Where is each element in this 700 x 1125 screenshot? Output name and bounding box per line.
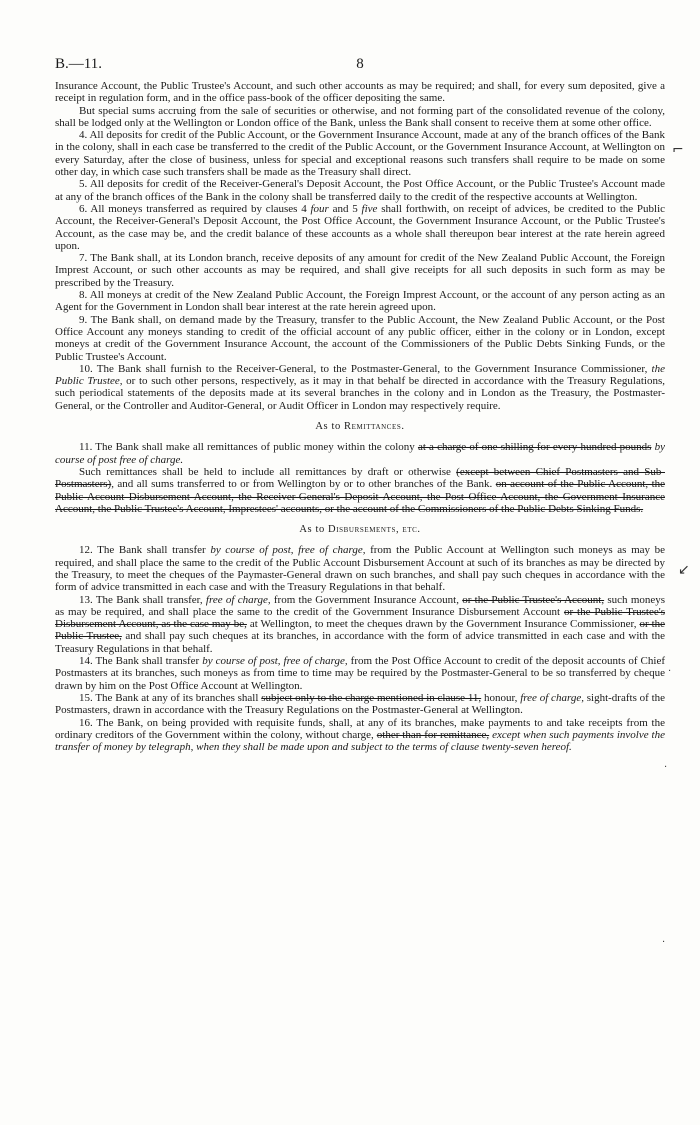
paragraph-continued: Insurance Account, the Public Trustee's Account, and such other accounts as may be required; and shall, for every sum deposited, give a receipt in regulation form, and in the office pass-book of the officer depositing the same. [55,80,665,105]
clause-13-text: from the Government Insurance Account, [273,593,459,606]
heading-word: Remittances. [344,421,405,433]
clause-12-text: from the Public Account at Wellington such moneys as may be required, and shall place the same to the credit of the Public Account Disbursement Account at such of its branches as may be directed by the Treasury, to meet the cheques of the Paymaster-General drawn on such branches, and shall pay such cheques in accordance with the form of advice transmitted in each case and with the Treasury Regulations in that behalf. [55,544,666,594]
struck-text: at a charge of one shilling for every hundred pounds [417,441,652,454]
page-header [55,56,665,74]
margin-mark: ⌐ [672,142,684,158]
clause-15-text: 15. The Bank at any of its branches shall [79,691,259,704]
clause-14-italic: by course of post, free of charge, [202,655,348,668]
clause-11-italic: by course of post free of charge. [55,441,666,466]
clause-6-text: and 5 [332,202,358,215]
clause-13-italic: free of charge, [205,593,271,606]
clause-16 [55,717,665,754]
margin-mark: · [668,666,672,677]
struck-text: subject only to the charge mentioned in clause 11, [261,691,482,704]
struck-text: or the Public Trustee's Disbursement Account, as the case may be, [55,605,665,631]
clause-14-text: from the Post Office Account to credit of the deposit accounts of Chief Postmasters at its branches, such moneys as from time to time may be required by the Postmaster-General to be so transferred by cheque drawn by him on the Post Office Account at Wellington. [55,655,665,692]
heading-prefix: As to [299,524,325,536]
clause-16-italic: except when such payments involve the transfer of money by telegraph, when they shall be made upon and subject to the terms of clause twenty-seven hereof. [55,728,665,754]
remittances-text: Such remittances shall be held to include all remittances by draft or otherwise [79,465,451,478]
clause-15-text: honour, [483,691,518,704]
struck-text: (except between Chief Postmasters and Sub-Postmasters) [55,465,665,491]
paragraph-special-sums: But special sums accruing from the sale of securities or otherwise, and not forming part of the consolidated revenue of the colony, shall be lodged only at the Wellington or London office of the Bank, unless the Bank shall consent to receive them at some other office. [55,104,665,129]
clause-13-text: such moneys as may be required, and shall place the same to the credit of the Government Insurance Disbursement Account [55,593,666,618]
clause-12-italic: by course of post, free of charge, [210,544,366,557]
clause-13-text: and shall pay such cheques at its branches, in accordance with the form of advice transmitted in each case and with the Treasury Regulations in that behalf. [55,630,666,655]
clause-6-text: shall forthwith, on receipt of advices, be credited to the Public Account, the Receiver-General's Deposit Account, the Post Office Account, the Government Insurance Account, or the Public Trustee's Account, as the case may be, and the credit balance of these accounts as a whole shall thereupon bear interest at the rate herein agreed upon. [55,202,666,252]
clause-6 [55,203,665,252]
struck-text: or the Public Trustee, [55,618,666,643]
clause-12-text: 12. The Bank shall transfer [79,544,206,557]
margin-mark: · [664,762,668,773]
heading-prefix: As to [315,421,341,433]
struck-text: other than for remittance, [376,728,490,741]
clause-4: 4. All deposits for credit of the Public Account, or the Government Insurance Account, made at any of the branch offices of the Bank in the colony, shall in each case be transferred to the credit of the Public Account, or the Government Insurance Account, at Wellington on every Saturday, after the close of business, unless for special and exceptional reasons such transfers shall require to be made on some other day, in which case such transfers shall be made as the Treasury shall direct. [55,129,665,179]
clause-13-text: 13. The Bank shall transfer, [79,593,203,606]
clause-15-text: sight-drafts of the Postmasters, drawn in accordance with the Treasury Regulations on the Postmaster-General at Wellington. [55,691,666,717]
clause-15 [55,692,665,717]
clause-6-text: 6. All moneys transferred as required by clauses 4 [79,202,307,215]
clause-11 [55,441,665,466]
clause-10-text: or to such other persons, respectively, as it may in that behalf be directed in accordance with the Treasury Regulations, such periodical statements of the deposits made at its several branches in the colony and in London as the Treasury, the Postmaster-General, or the Controller and Auditor-General, or Audit Officer in London may respectively require. [55,375,665,412]
document-body [55,80,665,753]
clause-13 [55,594,665,655]
clause-13-text: at Wellington, to meet the cheques drawn by the Government Insurance Commissioner, [249,618,637,631]
struck-text: or the Public Trustee's Account, [462,593,605,606]
clause-16-text: 16. The Bank, on being provided with requisite funds, shall, at any of its branches, make payments to and take receipts from the ordinary creditors of the Government within the colony, without charge, [55,716,665,741]
document-reference: B.—11. [55,56,102,72]
paragraph-such-remittances [55,466,665,515]
heading-word: Disbursements, etc. [328,524,421,536]
clause-10-italic: the Public Trustee, [55,362,665,388]
margin-mark: ↙ [678,562,690,578]
clause-15-italic: free of charge, [520,691,584,704]
clause-10-text: 10. The Bank shall furnish to the Receiver-General, to the Postmaster-General, to the Government Insurance Commissioner, [79,362,648,375]
clause-8: 8. All moneys at credit of the New Zealand Public Account, the Foreign Imprest Account, or the account of any person acting as an Agent for the Government in London shall bear interest at the rate herein agreed upon. [55,289,665,314]
clause-14-text: 14. The Bank shall transfer [79,655,200,668]
clause-9: 9. The Bank shall, on demand made by the Treasury, transfer to the Public Account, the New Zealand Public Account, or the Post Office Account any moneys standing to credit of the official account of any public officer, either in the colony or in London, except moneys at credit of the Government Insurance Account, the account of the Commissioners of the Public Debts Sinking Funds, or the Public Trustee's Account. [55,313,665,363]
margin-mark: · [662,937,666,948]
struck-text: on account of the Public Account, the Public Account Disbursement Account, the Receiver-General's Deposit Account, the Post Office Account, the Government Insurance Account, the Public Trustee's Account, Imprestees' accounts, or the account of the Commissioners of the Public Debts Sinking Funds. [55,478,666,515]
clause-11-text: 11. The Bank shall make all remittances of public money within the colony [79,441,415,454]
clause-7: 7. The Bank shall, at its London branch, receive deposits of any amount for credit of the New Zealand Public Account, the Foreign Imprest Account, or such other accounts as may be required, and shall give receipts for all such deposits in such form as may be prescribed by the Treasury. [55,252,665,289]
clause-12 [55,544,665,593]
clause-6-italic: four [310,202,329,215]
clause-14 [55,655,665,692]
clause-10 [55,363,665,412]
clause-6-italic: five [361,202,378,215]
section-heading-remittances [55,421,665,433]
page-number: 8 [356,56,364,72]
remittances-text: , and all sums transferred to or from Wellington by or to other branches of the Bank. [111,478,493,491]
section-heading-disbursements [55,524,665,536]
clause-5: 5. All deposits for credit of the Receiver-General's Deposit Account, the Post Office Account, or the Public Trustee's Account made at any of the branch offices of the Bank in the colony shall be transferred daily to the credit of the respective accounts at Wellington. [55,178,665,203]
